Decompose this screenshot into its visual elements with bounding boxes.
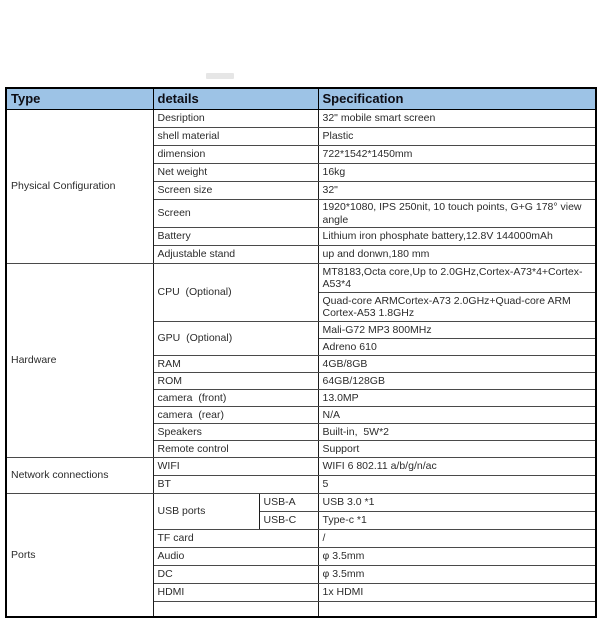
detail-cell: ROM bbox=[153, 373, 318, 390]
spec-cell: WIFI 6 802.11 a/b/g/n/ac bbox=[318, 458, 596, 476]
detail-cell: BT bbox=[153, 476, 318, 494]
spec-cell: 13.0MP bbox=[318, 390, 596, 407]
section-label-physical: Physical Configuration bbox=[6, 110, 153, 264]
detail-cell: Net weight bbox=[153, 164, 318, 182]
detail-cell: TF card bbox=[153, 530, 318, 548]
detail-cell: Battery bbox=[153, 228, 318, 246]
detail-cell-cpu: CPU (Optional) bbox=[153, 264, 318, 322]
detail-cell: HDMI bbox=[153, 584, 318, 602]
detail-cell-gpu: GPU (Optional) bbox=[153, 322, 318, 356]
detail-cell: Screen bbox=[153, 200, 318, 228]
detail-cell: Adjustable stand bbox=[153, 246, 318, 264]
spec-cell: 32" bbox=[318, 182, 596, 200]
detail-cell: camera (rear) bbox=[153, 407, 318, 424]
spec-cell: N/A bbox=[318, 407, 596, 424]
table-row bbox=[6, 110, 596, 128]
table-header-row bbox=[6, 88, 596, 110]
section-label-ports: Ports bbox=[6, 494, 153, 618]
detail-cell: Remote control bbox=[153, 441, 318, 458]
detail-cell: RAM bbox=[153, 356, 318, 373]
detail-cell: camera (front) bbox=[153, 390, 318, 407]
spec-table-container bbox=[5, 87, 596, 599]
detail-cell: Screen size bbox=[153, 182, 318, 200]
detail-subcell: USB-A bbox=[259, 494, 318, 512]
spec-cell bbox=[318, 602, 596, 618]
spec-cell: 4GB/8GB bbox=[318, 356, 596, 373]
table-row bbox=[6, 264, 596, 293]
spec-cell: 5 bbox=[318, 476, 596, 494]
section-label-hardware: Hardware bbox=[6, 264, 153, 458]
section-label-network: Network connections bbox=[6, 458, 153, 494]
table-row bbox=[6, 458, 596, 476]
header-details: details bbox=[153, 88, 318, 110]
detail-cell-usb: USB ports bbox=[153, 494, 259, 530]
header-type: Type bbox=[6, 88, 153, 110]
spec-cell: 1x HDMI bbox=[318, 584, 596, 602]
spec-cell: Lithium iron phosphate battery,12.8V 144000mAh bbox=[318, 228, 596, 246]
spec-cell: 32" mobile smart screen bbox=[318, 110, 596, 128]
detail-cell: Desription bbox=[153, 110, 318, 128]
table-row bbox=[6, 494, 596, 512]
spec-table bbox=[5, 87, 597, 618]
spec-cell: Adreno 610 bbox=[318, 339, 596, 356]
spec-cell: / bbox=[318, 530, 596, 548]
spec-cell: MT8183,Octa core,Up to 2.0GHz,Cortex-A73*4+Cortex-A53*4 bbox=[318, 264, 596, 293]
spec-cell: 1920*1080, IPS 250nit, 10 touch points, G+G 178° view angle bbox=[318, 200, 596, 228]
spec-cell: Plastic bbox=[318, 128, 596, 146]
spec-cell: Support bbox=[318, 441, 596, 458]
spec-cell: up and donwn,180 mm bbox=[318, 246, 596, 264]
header-specification: Specification bbox=[318, 88, 596, 110]
spec-cell: Built-in, 5W*2 bbox=[318, 424, 596, 441]
detail-cell: Speakers bbox=[153, 424, 318, 441]
spec-cell: 16kg bbox=[318, 164, 596, 182]
spec-cell: USB 3.0 *1 bbox=[318, 494, 596, 512]
spec-cell: Mali-G72 MP3 800MHz bbox=[318, 322, 596, 339]
detail-cell bbox=[153, 602, 318, 618]
detail-cell: Audio bbox=[153, 548, 318, 566]
scan-artifact bbox=[206, 73, 234, 79]
spec-cell: Type-c *1 bbox=[318, 512, 596, 530]
detail-cell: WIFI bbox=[153, 458, 318, 476]
detail-cell: shell material bbox=[153, 128, 318, 146]
spec-cell: φ 3.5mm bbox=[318, 548, 596, 566]
spec-cell: Quad-core ARMCortex-A73 2.0GHz+Quad-core ARM Cortex-A53 1.8GHz bbox=[318, 293, 596, 322]
detail-cell: dimension bbox=[153, 146, 318, 164]
spec-cell: 722*1542*1450mm bbox=[318, 146, 596, 164]
detail-subcell: USB-C bbox=[259, 512, 318, 530]
detail-cell: DC bbox=[153, 566, 318, 584]
spec-cell: φ 3.5mm bbox=[318, 566, 596, 584]
spec-cell: 64GB/128GB bbox=[318, 373, 596, 390]
